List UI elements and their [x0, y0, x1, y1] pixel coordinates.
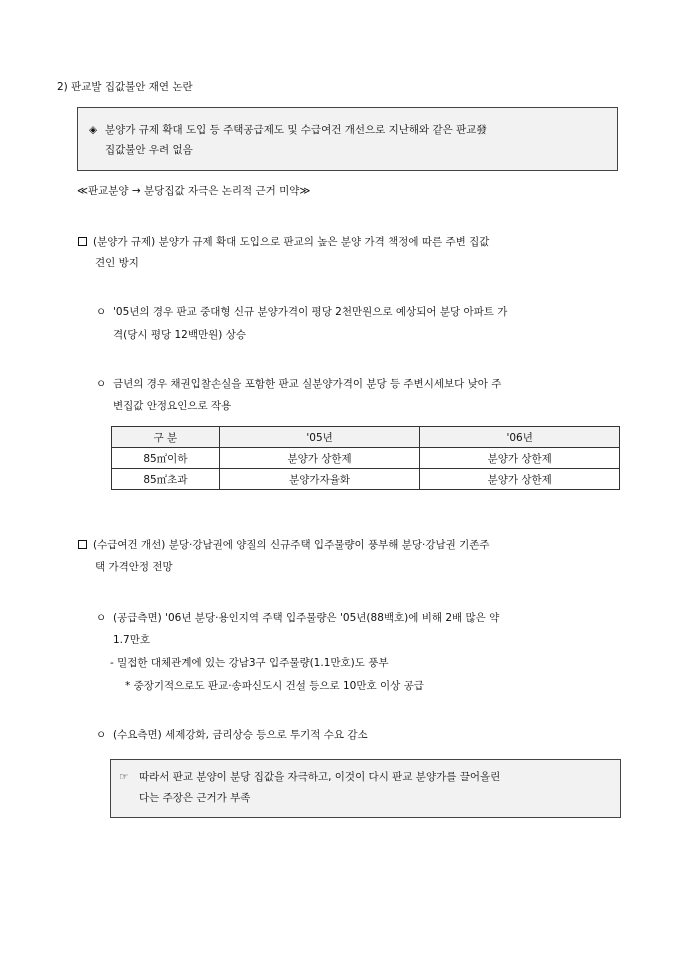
point2-sub1-star: * 중장기적으로도 판교·송파신도시 건설 등으로 10만호 이상 공급	[125, 680, 424, 692]
diamond-bullet-icon: ◈	[89, 124, 98, 136]
conclusion-line-2: 다는 주장은 근거가 부족	[139, 792, 251, 804]
point2-sub1-bullet: ㅇ	[96, 612, 107, 624]
table-cell: 분양가 상한제	[219, 448, 420, 469]
table-header-cell: '06년	[420, 427, 620, 448]
summary-box	[77, 107, 618, 171]
point1-line-1	[78, 235, 489, 249]
point1-text: (분양가 규제) 분양가 규제 확대 도입으로 판교의 높은 분양 가격 책정에 따른 주변 집값	[93, 236, 490, 248]
point1-sub1-line-1: '05년의 경우 판교 중대형 신규 분양가격이 평당 2천만원으로 예상되어 분당 아파트 가	[113, 306, 508, 318]
table-cell: 분양가자율화	[219, 469, 420, 490]
point1-sub2-line-1: 금년의 경우 채권입찰손실을 포함한 판교 실분양가격이 분당 등 주변시세보다 낮아 주	[113, 378, 502, 390]
conclusion-box	[110, 759, 621, 818]
point2-sub1-line-1: (공급측면) '06년 분당·용인지역 주택 입주물량은 '05년(88백호)에 비해 2배 많은 약	[113, 612, 500, 624]
checkbox-square-icon	[78, 237, 87, 246]
table-header-cell: 구 분	[112, 427, 220, 448]
point2-sub1-line-2: 1.7만호	[113, 634, 150, 646]
pointing-hand-icon: ☞	[119, 771, 129, 783]
summary-line-2: 집값불안 우려 없음	[105, 144, 193, 156]
table-cell: 분양가 상한제	[420, 448, 620, 469]
point1-sub2-bullet: ㅇ	[96, 378, 107, 390]
checkbox-square-icon	[78, 540, 87, 549]
summary-line-1: 분양가 규제 확대 도입 등 주택공급제도 및 수급여건 개선으로 지난해와 같은 판교發	[105, 124, 487, 136]
point1-sub1-bullet: ㅇ	[96, 306, 107, 318]
table-cell: 85㎡초과	[112, 469, 220, 490]
point1-sub2-line-2: 변집값 안정요인으로 작용	[113, 400, 232, 412]
table-header-cell: '05년	[219, 427, 420, 448]
point2-sub2-line-1: (수요측면) 세제강화, 금리상승 등으로 투기적 수요 감소	[113, 729, 368, 741]
table-row	[112, 448, 620, 469]
point2-line-1	[78, 538, 490, 552]
point1-sub1-line-2: 격(당시 평당 12백만원) 상승	[113, 329, 246, 341]
table-cell: 분양가 상한제	[420, 469, 620, 490]
section-title: 2) 판교발 집값불안 재연 논란	[57, 81, 193, 93]
comparison-table	[111, 426, 620, 490]
point1-line-2: 견인 방지	[95, 257, 139, 269]
point2-line-2: 택 가격안정 전망	[95, 561, 173, 573]
conclusion-line-1: 따라서 판교 분양이 분당 집값을 자극하고, 이것이 다시 판교 분양가를 끌어올린	[139, 771, 501, 783]
point2-text: (수급여건 개선) 분당·강남권에 양질의 신규주택 입주물량이 풍부해 분당·강남권 기존주	[93, 539, 490, 551]
point2-sub2-bullet: ㅇ	[96, 729, 107, 741]
point2-sub1-dash: - 밀접한 대체관계에 있는 강남3구 입주물량(1.1만호)도 풍부	[110, 657, 389, 669]
table-header-row	[112, 427, 620, 448]
table-cell: 85㎡이하	[112, 448, 220, 469]
subheading: ≪판교분양 → 분당집값 자극은 논리적 근거 미약≫	[77, 185, 311, 197]
table-row	[112, 469, 620, 490]
